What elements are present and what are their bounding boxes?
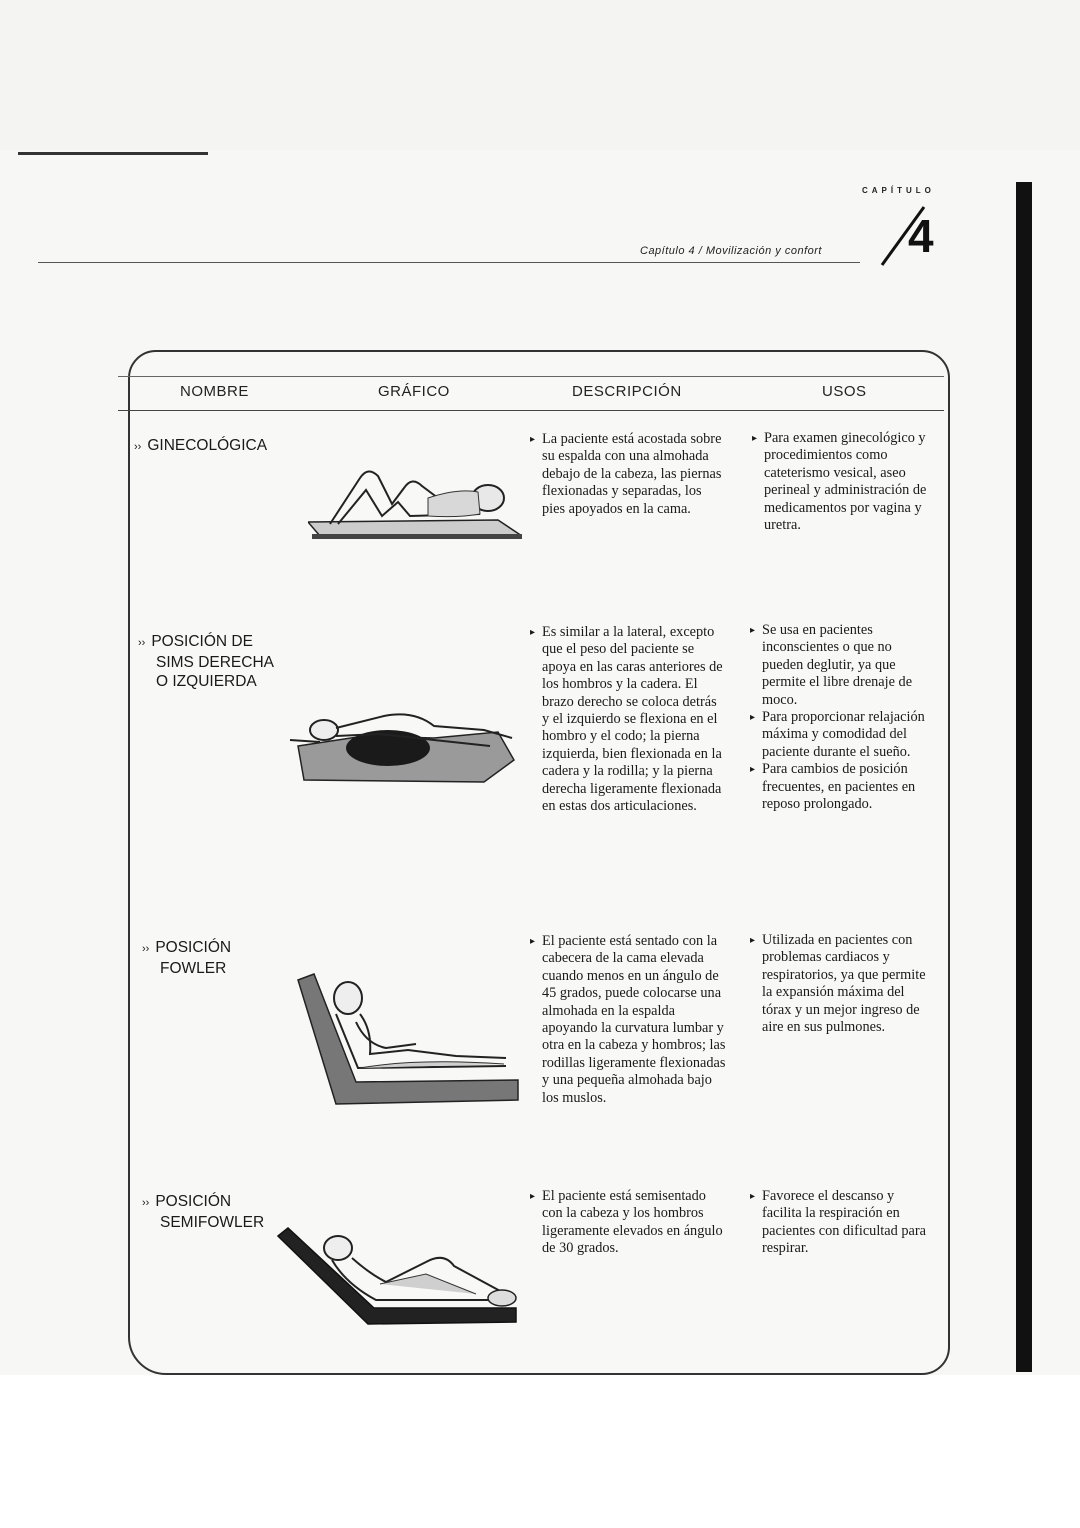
column-header-name: NOMBRE bbox=[180, 383, 249, 400]
row-name-sims bbox=[138, 632, 274, 691]
double-arrow-icon: ›› bbox=[142, 1197, 150, 1209]
use-item: ▸ Para cambios de posición frecuentes, en pacientes en reposo prolongado. bbox=[750, 761, 928, 813]
row-name-fowler bbox=[142, 938, 231, 978]
row-description-fowler bbox=[530, 933, 726, 1107]
double-arrow-icon: ›› bbox=[142, 943, 150, 955]
use-item: ▸ Se usa en pacientes inconscientes o que no pueden deglutir, ya que permite el libre drenaje de moco. bbox=[750, 622, 928, 709]
name-line: POSICIÓN DE bbox=[151, 633, 253, 650]
table-header-top-rule bbox=[118, 376, 944, 377]
name-line: SIMS DERECHA bbox=[156, 654, 274, 671]
description-text: ▸ La paciente está acostada sobre su espalda con una almohada debajo de la cabeza, las piernas flexionadas y separadas, los pies apoyados en la cama. bbox=[530, 431, 726, 518]
top-rule bbox=[18, 152, 208, 155]
running-head: Capítulo 4 / Movilización y confort bbox=[640, 245, 822, 257]
use-item: ▸ Favorece el descanso y facilita la respiración en pacientes con dificultad para respirar. bbox=[750, 1188, 928, 1258]
sims-position-figure bbox=[284, 690, 520, 786]
use-item: ▸ Para proporcionar relajación máxima y comodidad del paciente durante el sueño. bbox=[750, 709, 928, 761]
page-edge-bar bbox=[1016, 182, 1032, 1372]
double-arrow-icon: ›› bbox=[138, 637, 146, 649]
semifowler-position-figure bbox=[276, 1222, 522, 1328]
use-item: ▸ Utilizada en pacientes con problemas cardiacos y respiratorios, ya que permite la expansión máxima del tórax y un mejor ingreso de aire en sus pulmones. bbox=[750, 932, 928, 1036]
row-name-semifowler bbox=[142, 1192, 264, 1232]
column-header-description: DESCRIPCIÓN bbox=[572, 383, 682, 400]
chapter-number: 4 bbox=[908, 210, 934, 262]
row-description-semifowler bbox=[530, 1188, 726, 1258]
description-text: ▸ Es similar a la lateral, excepto que el peso del paciente se apoya en las caras anteriores de los hombros y la cadera. El brazo derecho se coloca detrás y el izquierdo se flexiona en el hombro y el codo; la pierna izquierda, bien flexionada en la cadera y la rodilla; y la pierna derecha ligeramente flexionada en estas dos articulaciones. bbox=[530, 624, 726, 815]
chapter-number-badge bbox=[878, 205, 948, 267]
row-description-sims bbox=[530, 624, 726, 815]
name-line: SEMIFOWLER bbox=[160, 1214, 265, 1231]
row-uses-fowler bbox=[750, 932, 928, 1036]
page-margin-bottom bbox=[0, 1375, 1080, 1528]
column-header-uses: USOS bbox=[822, 383, 867, 400]
double-arrow-icon: ›› bbox=[134, 441, 142, 453]
description-text: ▸ El paciente está sentado con la cabecera de la cama elevada cuando menos en un ángulo de 45 grados, puede colocarse una almohada en la espalda apoyando la curvatura lumbar y otra en la cabeza y hombros; las rodillas ligeramente flexionadas y una pequeña almohada bajo los muslos. bbox=[530, 933, 726, 1107]
use-item: ▸ Para examen ginecológico y procedimientos como cateterismo vesical, aseo perineal y administración de medicamentos por vagina y uretra. bbox=[752, 430, 930, 534]
row-name-gynecological bbox=[134, 436, 267, 457]
column-header-graphic: GRÁFICO bbox=[378, 383, 450, 400]
name-line: O IZQUIERDA bbox=[156, 673, 257, 690]
name-line: POSICIÓN bbox=[155, 1193, 232, 1210]
name-line: GINECOLÓGICA bbox=[147, 437, 268, 454]
row-uses-gynecological bbox=[752, 430, 930, 534]
table-header-rule bbox=[118, 410, 944, 411]
name-line: FOWLER bbox=[160, 960, 227, 977]
name-line: POSICIÓN bbox=[155, 939, 232, 956]
fowler-position-figure bbox=[296, 970, 522, 1112]
description-text: ▸ El paciente está semisentado con la cabeza y los hombros ligeramente elevados en ángulo de 30 grados. bbox=[530, 1188, 726, 1258]
gynecological-position-figure bbox=[308, 458, 522, 544]
header-rule bbox=[38, 262, 860, 263]
row-description-gynecological bbox=[530, 431, 726, 518]
row-uses-semifowler bbox=[750, 1188, 928, 1258]
chapter-label: CAPÍTULO bbox=[862, 186, 935, 195]
row-uses-sims bbox=[750, 622, 928, 813]
